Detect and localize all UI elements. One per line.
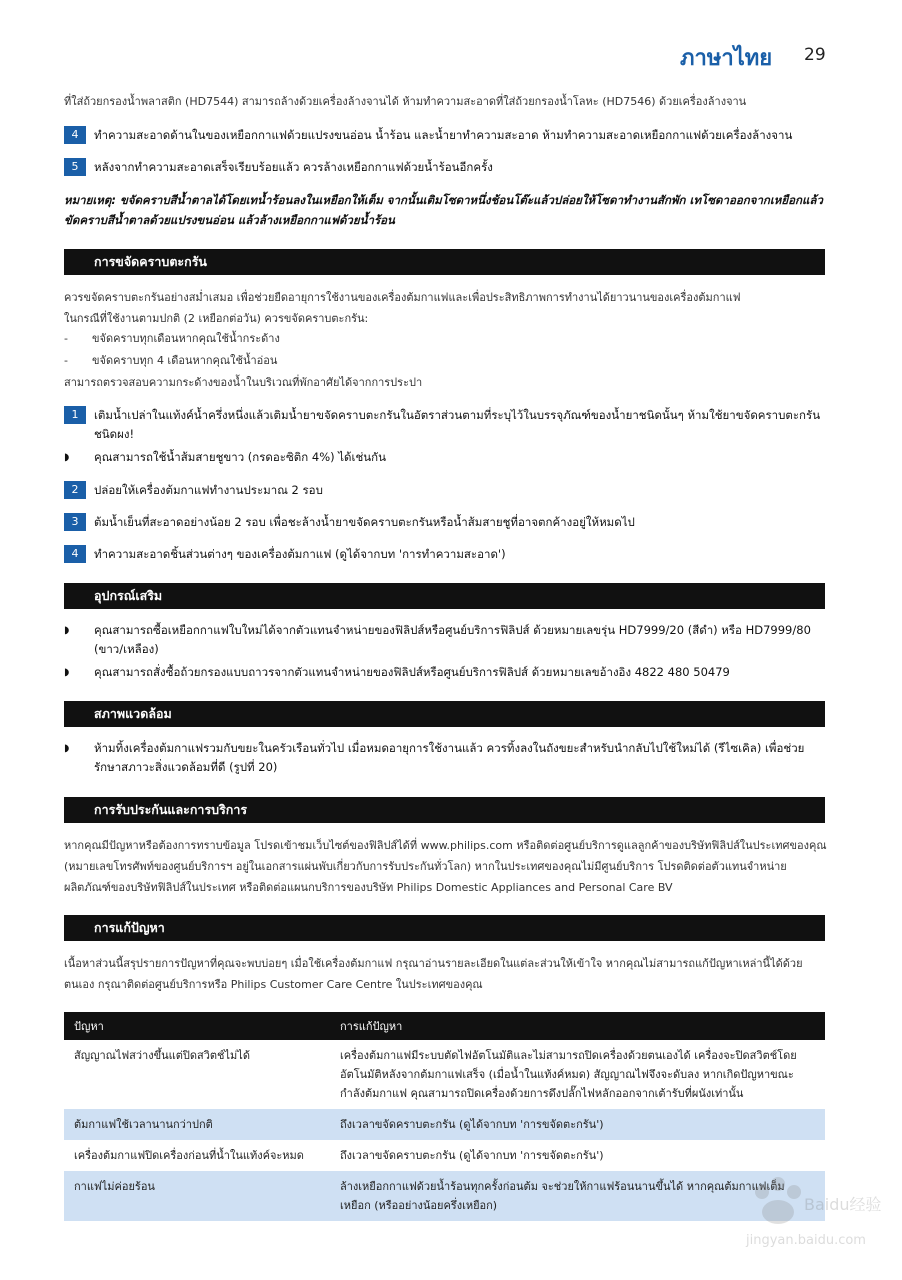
problem-cell: เครื่องต้มกาแฟปิดเครื่องก่อนที่น้ำในแท้งค์จะหมด	[74, 1149, 304, 1162]
step-number-badge: 4	[64, 126, 86, 144]
table-row	[64, 1140, 825, 1171]
step-number-badge: 2	[64, 481, 86, 499]
watermark-url: jingyan.baidu.com	[746, 1233, 866, 1248]
section-title: อุปกรณ์เสริม	[94, 588, 163, 603]
column-header-solution: การแก้ปัญหา	[330, 1012, 825, 1040]
solution-cell: ถึงเวลาขจัดคราบตะกรัน (ดูได้จากบท 'การขจัดตะกรัน')	[330, 1109, 825, 1140]
page-number: 29	[804, 45, 826, 65]
table-row	[64, 1171, 825, 1221]
step-number-badge: 4	[64, 545, 86, 563]
column-header-problem: ปัญหา	[64, 1012, 330, 1040]
bullet-marker: ◗	[64, 625, 70, 636]
section-bar-accessories	[64, 583, 825, 609]
cleaning-note: หมายเหตุ: ขจัดคราบสีน้ำตาลได้โดยเทน้ำร้อนลงในเหยือกให้เต็ม จากนั้นเติมโซดาหนึ่งช้อนโต๊ะแล้วปล่อยให้โซดาทำงานสักพัก เทโซดาออกจากเหยือกแล้วขัดคราบสีน้ำตาลด้วยแปรงขนอ่อน แล้วล้างเหยือกกาแฟด้วยน้ำร้อน	[64, 193, 823, 227]
paw-icon	[742, 1172, 882, 1252]
bullet-marker: ◗	[64, 667, 70, 678]
troubleshooting-intro: เนื้อหาส่วนนี้สรุปรายการปัญหาที่คุณจะพบบ่อยๆ เมื่อใช้เครื่องต้มกาแฟ กรุณาอ่านรายละเอียดในแต่ละส่วนให้เข้าใจ หากคุณไม่สามารถแก้ปัญหาเหล่านี้ได้ด้วยตนเอง กรุณาติดต่อศูนย์บริการหรือ Philips Customer Care Centre ในประเทศของคุณ	[64, 957, 803, 991]
dash-marker: -	[64, 332, 68, 345]
descaling-paragraph-3: สามารถตรวจสอบความกระด้างของน้ำในบริเวณที่พักอาศัยได้จากการประปา	[64, 376, 423, 389]
table-row	[64, 1109, 825, 1140]
watermark-logo	[742, 1172, 882, 1252]
troubleshooting-table	[64, 1012, 825, 1221]
descaling-dash-item	[64, 329, 829, 349]
dash-text: ขจัดคราบทุก 4 เดือนหากคุณใช้น้ำอ่อน	[92, 354, 278, 367]
step-text: หลังจากทำความสะอาดเสร็จเรียบร้อยแล้ว ควรล้างเหยือกกาแฟด้วยน้ำร้อนอีกครั้ง	[94, 160, 493, 174]
step-text: ปล่อยให้เครื่องต้มกาแฟทำงานประมาณ 2 รอบ	[94, 483, 323, 497]
bullet-marker: ◗	[64, 743, 70, 754]
section-bar-troubleshooting	[64, 915, 825, 941]
bullet-text: คุณสามารถซื้อเหยือกกาแฟใบใหม่ได้จากตัวแทนจำหน่ายของฟิลิปส์หรือศูนย์บริการฟิลิปส์ ด้วยหมายเลขรุ่น HD7999/20 (สีดำ) หรือ HD7999/80 (ขาว/เหลือง)	[94, 623, 811, 656]
step-text: เติมน้ำเปล่าในแท้งค์น้ำครึ่งหนึ่งแล้วเติมน้ำยาขจัดคราบตะกรันในอัตราส่วนตามที่ระบุไว้ในบรรจุภัณฑ์ของน้ำยาชนิดนั้นๆ ห้ามใช้ยาขจัดคราบตะกรันชนิดผง!	[94, 408, 821, 441]
solution-cell: ล้างเหยือกกาแฟด้วยน้ำร้อนทุกครั้งก่อนต้ม จะช่วยให้กาแฟร้อนนานขึ้นได้ หากคุณต้มกาแฟเต็มเหยือก (หรืออย่างน้อยครึ่งเหยือก)	[330, 1171, 825, 1221]
step-number-badge: 3	[64, 513, 86, 531]
problem-cell: สัญญาณไฟสว่างขึ้นแต่ปิดสวิตช์ไม่ได้	[74, 1049, 250, 1062]
environment-item	[64, 739, 829, 777]
problem-cell: กาแฟไม่ค่อยร้อน	[64, 1171, 330, 1221]
bullet-text: คุณสามารถสั่งซื้อถ้วยกรองแบบถาวรจากตัวแทนจำหน่ายของฟิลิปส์หรือศูนย์บริการฟิลิปส์ ด้วยหมายเลขอ้างอิง 4822 480 50479	[94, 665, 730, 679]
bullet-text: คุณสามารถใช้น้ำส้มสายชูขาว (กรดอะซิติก 4%) ได้เช่นกัน	[94, 450, 386, 464]
section-bar-descaling	[64, 249, 825, 275]
descaling-step-3	[64, 513, 829, 532]
table-header-row	[64, 1012, 825, 1040]
cleaning-step-5	[64, 158, 829, 177]
bullet-marker: ◗	[64, 452, 70, 463]
dash-marker: -	[64, 354, 68, 367]
section-title: การรับประกันและการบริการ	[94, 802, 248, 817]
step-text: ทำความสะอาดชิ้นส่วนต่างๆ ของเครื่องต้มกาแฟ (ดูได้จากบท 'การทำความสะอาด')	[94, 547, 506, 561]
descaling-step-4	[64, 545, 829, 564]
descaling-step-2	[64, 481, 829, 500]
cleaning-step-4	[64, 126, 829, 145]
accessories-item	[64, 663, 829, 682]
descaling-paragraph-2: ในกรณีที่ใช้งานตามปกติ (2 เหยือกต่อวัน) ควรขจัดคราบตะกรัน:	[64, 312, 369, 325]
section-bar-environment	[64, 701, 825, 727]
step-number-badge: 5	[64, 158, 86, 176]
step-number-badge: 1	[64, 406, 86, 424]
section-language-title: ภาษาไทย	[680, 46, 773, 71]
warranty-paragraph: หากคุณมีปัญหาหรือต้องการทราบข้อมูล โปรดเข้าชมเว็บไซต์ของฟิลิปส์ได้ที่ www.philips.com หรือติดต่อศูนย์บริการดูแลลูกค้าของบริษัทฟิลิปส์ในประเทศของคุณ (หมายเลขโทรศัพท์ของศูนย์บริการฯ อยู่ในเอกสารแผ่นพับเกี่ยวกับการรับประกันทั่วโลก) หากในประเทศของคุณไม่มีศูนย์บริการ โปรดติดต่อตัวแทนจำหน่ายผลิตภัณฑ์ของบริษัทฟิลิปส์ในประเทศ หรือติดต่อแผนกบริการของบริษัท Philips Domestic Appliances and Personal Care BV	[64, 839, 827, 894]
bullet-text: ห้ามทิ้งเครื่องต้มกาแฟรวมกับขยะในครัวเรือนทั่วไป เมื่อหมดอายุการใช้งานแล้ว ควรทิ้งลงในถังขยะสำหรับนำกลับไปใช้ใหม่ได้ (รีไซเคิล) เพื่อช่วยรักษาสภาวะสิ่งแวดล้อมที่ดี (รูปที่ 20)	[94, 741, 805, 774]
descaling-tip	[64, 448, 829, 467]
section-bar-warranty	[64, 797, 825, 823]
step-text: ทำความสะอาดด้านในของเหยือกกาแฟด้วยแปรงขนอ่อน น้ำร้อน และน้ำยาทำความสะอาด ห้ามทำความสะอาดเหยือกกาแฟด้วยเครื่องล้างจาน	[94, 128, 793, 142]
table-row	[64, 1040, 825, 1109]
section-title: สภาพแวดล้อม	[94, 706, 172, 721]
section-title: การขจัดคราบตะกรัน	[94, 254, 207, 269]
solution-cell: ถึงเวลาขจัดคราบตะกรัน (ดูได้จากบท 'การขจัดตะกรัน')	[340, 1149, 604, 1162]
solution-cell: เครื่องต้มกาแฟมีระบบตัดไฟอัตโนมัติและไม่สามารถปิดเครื่องด้วยตนเองได้ เครื่องจะปิดสวิตช์โดยอัตโนมัติหลังจากต้มกาแฟเสร็จ (เมื่อน้ำในแท้งค์หมด) สัญญาณไฟจึงจะดับลง หากเกิดปัญหาขณะกำลังต้มกาแฟ คุณสามารถปิดเครื่องด้วยการดึงปลั๊กไฟหลักออกจากเต้ารับที่ผนังเท่านั้น	[340, 1049, 797, 1100]
descaling-dash-item	[64, 351, 829, 371]
descaling-step-1	[64, 406, 829, 444]
dash-text: ขจัดคราบทุกเดือนหากคุณใช้น้ำกระด้าง	[92, 332, 280, 345]
intro-paragraph: ที่ใส่ถ้วยกรองน้ำพลาสติก (HD7544) สามารถล้างด้วยเครื่องล้างจานได้ ห้ามทำความสะอาดที่ใส่ถ้วยกรองน้ำโลหะ (HD7546) ด้วยเครื่องล้างจาน	[64, 95, 747, 108]
section-title: การแก้ปัญหา	[94, 920, 165, 935]
step-text: ต้มน้ำเย็นที่สะอาดอย่างน้อย 2 รอบ เพื่อชะล้างน้ำยาขจัดคราบตะกรันหรือน้ำส้มสายชูที่อาจตกค้างอยู่ให้หมดไป	[94, 515, 635, 529]
watermark-brand: Baidu经验	[804, 1195, 882, 1214]
descaling-paragraph-1: ควรขจัดคราบตะกรันอย่างสม่ำเสมอ เพื่อช่วยยืดอายุการใช้งานของเครื่องต้มกาแฟและเพื่อประสิทธิภาพการทำงานได้ยาวนานของเครื่องต้มกาแฟ	[64, 291, 741, 304]
accessories-item	[64, 621, 829, 659]
problem-cell: ต้มกาแฟใช้เวลานานกว่าปกติ	[64, 1109, 330, 1140]
